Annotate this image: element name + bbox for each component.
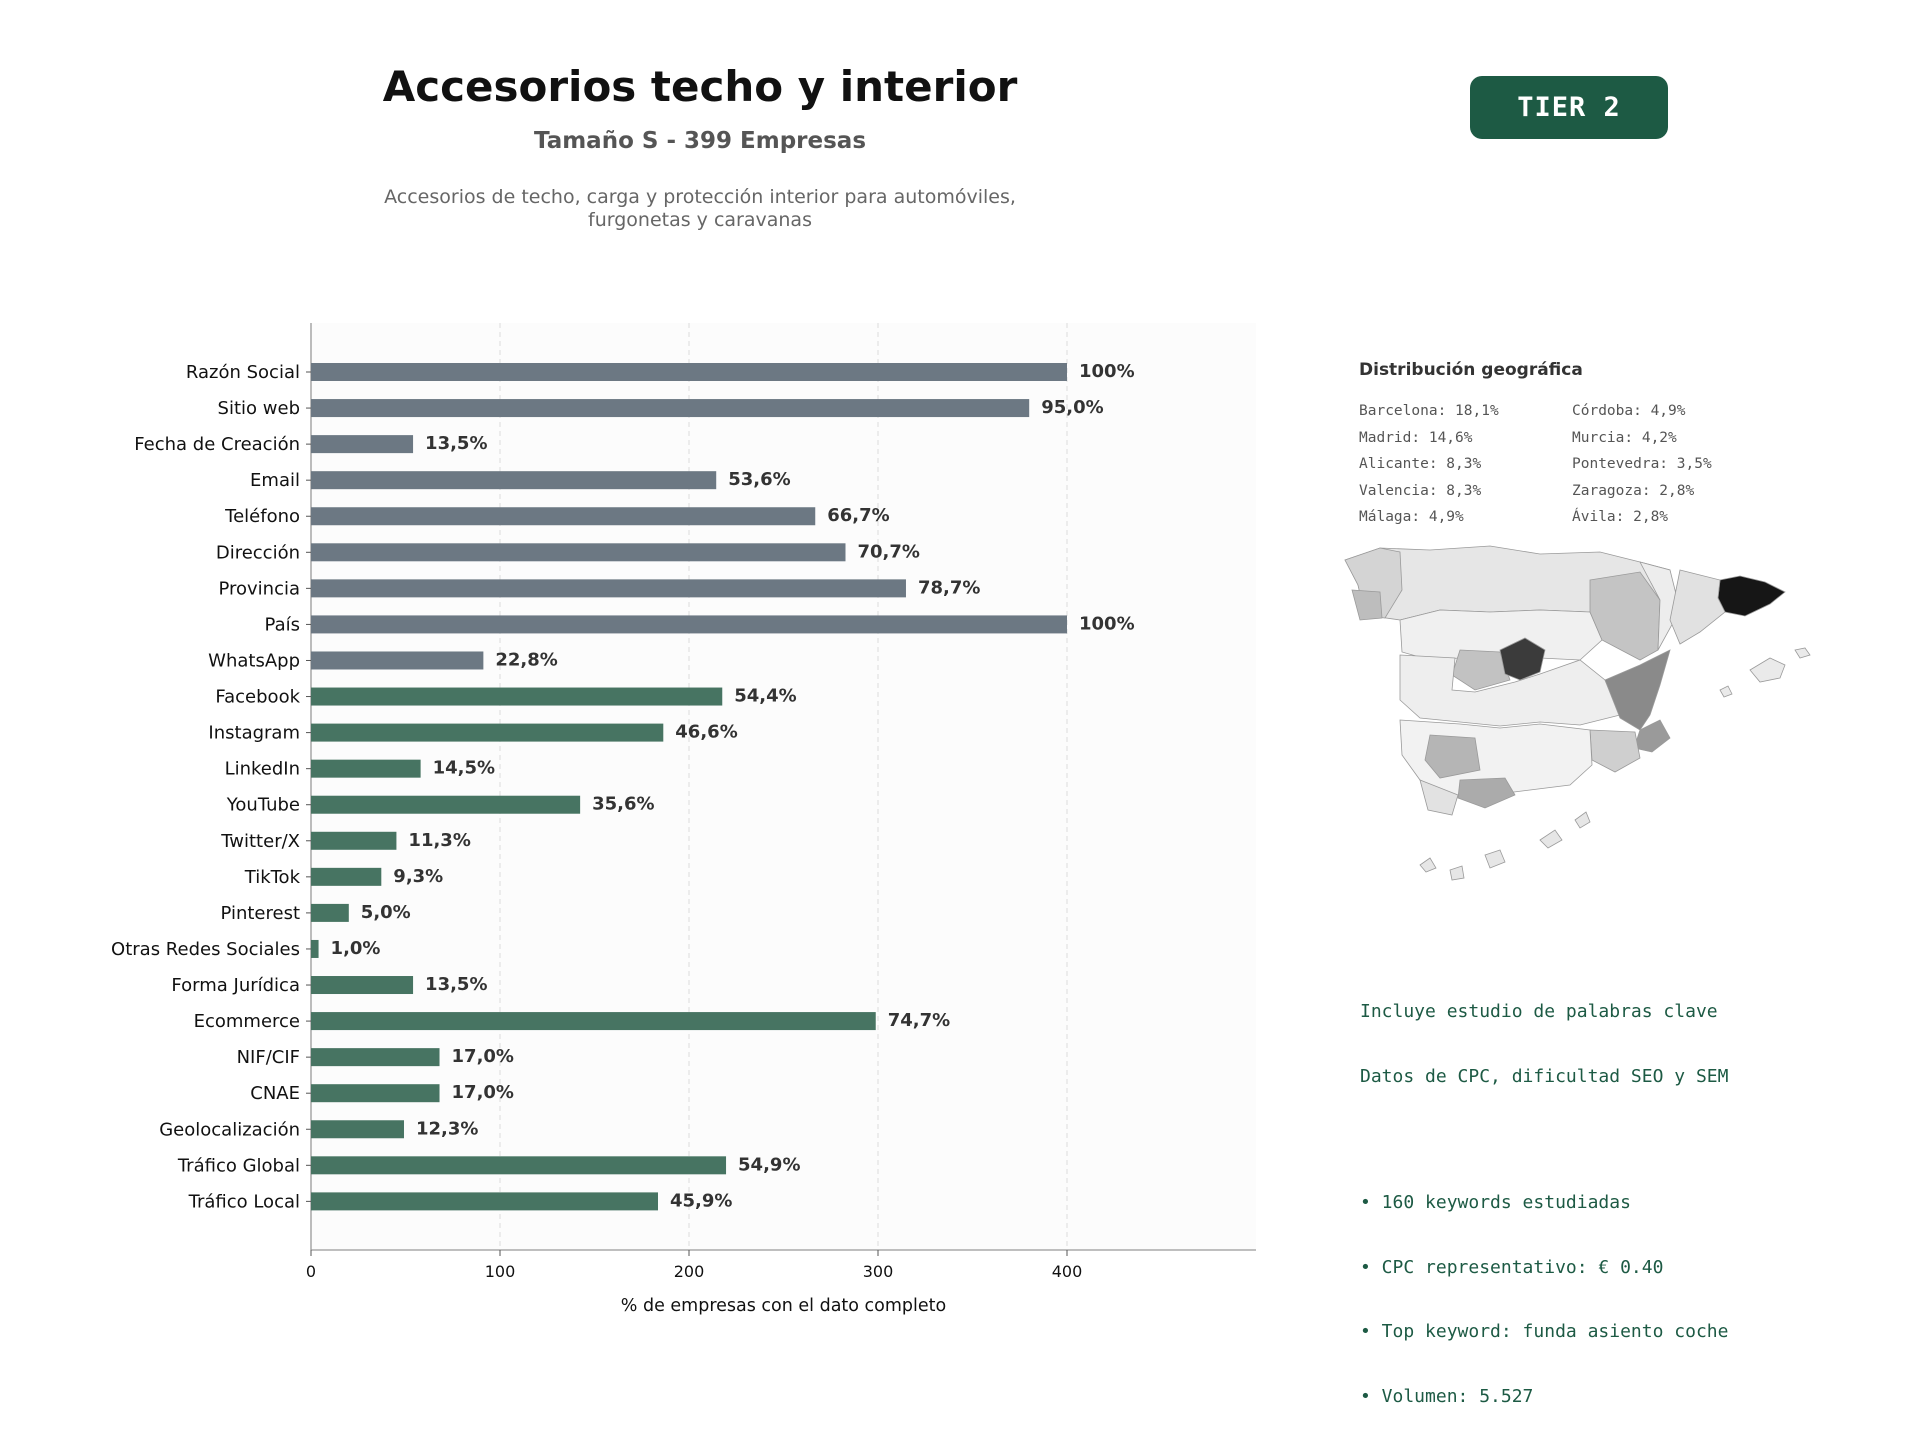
spain-choropleth-map (1340, 540, 1850, 910)
bar (311, 507, 815, 525)
x-axis-label: % de empresas con el dato completo (620, 1296, 947, 1316)
geo-item: Málaga: 4,9% (1359, 509, 1464, 525)
data-label: 100% (1079, 361, 1135, 382)
bar (311, 1084, 440, 1102)
category-label: Provincia (218, 578, 300, 600)
keyword-study-panel (1360, 958, 1728, 1429)
data-label: 5,0% (360, 901, 411, 923)
bar (311, 1120, 404, 1138)
bar (311, 1192, 658, 1210)
category-label: Teléfono (225, 506, 300, 528)
geo-distribution-title: Distribución geográfica (1359, 360, 1583, 380)
category-label: Razón Social (185, 362, 300, 383)
keyword-spacer (1360, 1130, 1728, 1149)
map-region-barcelona (1718, 576, 1785, 616)
map-region-malaga (1458, 778, 1515, 808)
category-label: Facebook (215, 686, 300, 708)
description-line-1: Accesorios de techo, carga y protección interior para automóviles, (384, 186, 1016, 208)
bar (311, 688, 722, 706)
category-label: País (264, 614, 300, 636)
category-label: Otras Redes Sociales (111, 938, 300, 960)
category-label: Pinterest (220, 902, 300, 924)
geo-item: Zaragoza: 2,8% (1572, 482, 1695, 499)
bar (311, 1048, 440, 1066)
geo-item: Pontevedra: 3,5% (1572, 456, 1712, 472)
x-tick-label: 400 (1051, 1262, 1083, 1281)
plot-area (311, 323, 1256, 1250)
data-label: 17,0% (451, 1082, 514, 1104)
geo-item: Córdoba: 4,9% (1572, 403, 1686, 419)
keyword-line-1: Incluye estudio de palabras clave (1360, 1001, 1718, 1022)
geo-item: Murcia: 4,2% (1572, 429, 1677, 446)
bar (311, 832, 396, 850)
category-label: Tráfico Local (188, 1191, 300, 1213)
bar (311, 1012, 876, 1030)
data-label: 9,3% (393, 865, 444, 887)
keyword-bullet: • CPC representativo: € 0.40 (1360, 1256, 1664, 1278)
geo-item: Barcelona: 18,1% (1359, 403, 1499, 419)
bar (311, 760, 421, 778)
map-region-pontevedra (1352, 590, 1382, 620)
data-label: 74,7% (887, 1010, 951, 1032)
data-label: 78,7% (917, 577, 981, 599)
map-region-balearic (1720, 648, 1810, 697)
category-label: WhatsApp (208, 650, 300, 672)
category-label: Forma Jurídica (171, 975, 300, 997)
keyword-line-2: Datos de CPC, dificultad SEO y SEM (1360, 1065, 1729, 1087)
data-label: 22,8% (495, 649, 558, 671)
data-label: 17,0% (451, 1046, 514, 1068)
page-title: Accesorios techo y interior (382, 62, 1018, 111)
bar (311, 399, 1029, 417)
map-region-zaragoza (1590, 572, 1660, 660)
category-label: Tráfico Global (177, 1155, 300, 1177)
map-region-catalonia (1670, 570, 1725, 644)
page-subtitle: Tamaño S - 399 Empresas (533, 128, 867, 154)
bar (311, 868, 381, 886)
x-tick-label: 0 (305, 1262, 317, 1281)
data-label: 35,6% (592, 793, 655, 815)
category-label: CNAE (250, 1083, 300, 1105)
data-label: 54,9% (738, 1154, 801, 1176)
data-label: 13,5% (425, 433, 488, 455)
map-region-valencia (1605, 650, 1670, 730)
bar (311, 471, 716, 489)
geo-item: Alicante: 8,3% (1359, 456, 1482, 472)
bar (311, 615, 1067, 633)
bar (311, 579, 906, 597)
geo-item: Valencia: 8,3% (1359, 482, 1482, 499)
keyword-bullet: • Top keyword: funda asiento coche (1360, 1321, 1729, 1342)
geo-list-column-1 (1359, 398, 1499, 531)
category-label: Instagram (208, 722, 300, 744)
category-label: LinkedIn (224, 758, 300, 780)
bar (311, 363, 1067, 381)
data-label: 70,7% (857, 541, 920, 563)
data-label: 100% (1079, 613, 1135, 635)
keyword-bullet: • Volumen: 5.527 (1360, 1385, 1534, 1407)
data-label: 54,4% (734, 685, 797, 707)
category-label: NIF/CIF (236, 1047, 300, 1069)
keyword-bullet: • 160 keywords estudiadas (1360, 1192, 1631, 1213)
bar (311, 1156, 726, 1174)
geo-item: Ávila: 2,8% (1572, 509, 1669, 525)
category-label: Dirección (215, 542, 300, 564)
geo-list-column-2 (1572, 398, 1712, 531)
category-label: Ecommerce (193, 1011, 300, 1033)
data-label: 11,3% (408, 829, 471, 851)
category-label: Fecha de Creación (134, 434, 300, 456)
bar (311, 651, 483, 669)
category-label: Email (250, 470, 300, 492)
data-label: 1,0% (330, 937, 381, 959)
geo-item: Madrid: 14,6% (1359, 429, 1473, 446)
category-label: Sitio web (217, 398, 300, 420)
data-label: 14,5% (432, 757, 496, 779)
bar (311, 940, 319, 958)
x-tick-label: 200 (673, 1262, 705, 1281)
data-label: 95,0% (1041, 397, 1104, 419)
data-label: 12,3% (415, 1118, 479, 1140)
tier-badge: TIER 2 (1470, 76, 1668, 139)
bar (311, 724, 663, 742)
category-label: Geolocalización (159, 1119, 300, 1141)
bar (311, 796, 580, 814)
data-label: 13,5% (425, 974, 488, 996)
data-label: 45,9% (670, 1190, 733, 1212)
category-label: TikTok (244, 866, 300, 888)
data-label: 46,6% (675, 721, 738, 743)
data-label: 53,6% (728, 469, 791, 491)
bar (311, 904, 349, 922)
data-label: 66,7% (827, 505, 890, 527)
category-label: Twitter/X (221, 830, 300, 852)
map-region-canary (1420, 812, 1590, 880)
x-tick-label: 300 (862, 1262, 894, 1281)
map-region-murcia (1590, 730, 1640, 772)
category-label: YouTube (226, 794, 300, 816)
bar (311, 976, 413, 994)
bar (311, 543, 845, 561)
x-tick-label: 100 (484, 1262, 516, 1281)
bar (311, 435, 413, 453)
description-line-2: furgonetas y caravanas (588, 209, 812, 231)
